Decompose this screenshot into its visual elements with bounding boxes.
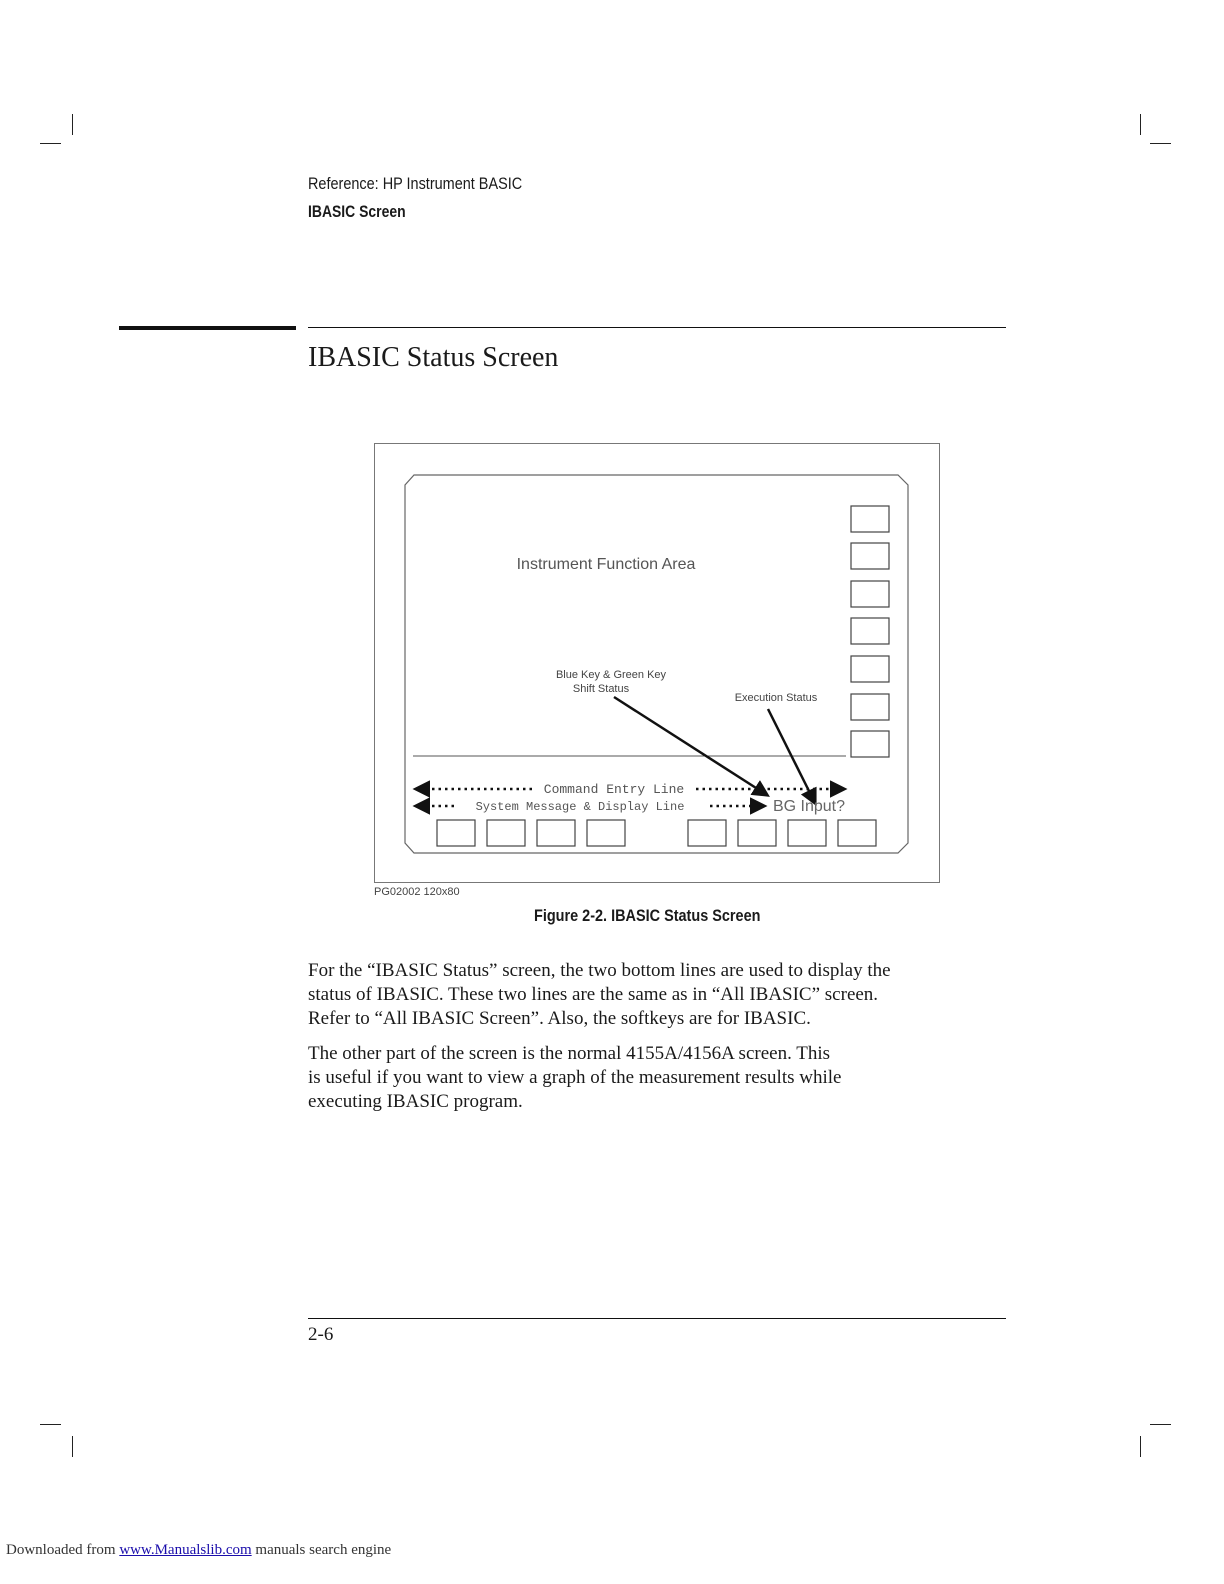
bottom-softkey <box>838 820 876 846</box>
system-message-line-label: System Message & Display Line <box>475 800 685 814</box>
bg-input-label: BG Input? <box>772 798 846 815</box>
paragraph-line: executing IBASIC program. <box>308 1091 523 1112</box>
bottom-softkey <box>437 820 475 846</box>
bottom-softkey-row <box>437 820 876 846</box>
right-softkey <box>851 581 889 607</box>
section-rule-thick <box>119 326 296 330</box>
right-softkey <box>851 618 889 644</box>
paragraph-line: For the “IBASIC Status” screen, the two bottom lines are used to display the <box>308 960 891 981</box>
paragraph-line: status of IBASIC. These two lines are the same as in “All IBASIC” screen. <box>308 984 879 1005</box>
crop-mark <box>72 1436 73 1457</box>
right-softkey <box>851 731 889 757</box>
crop-mark <box>40 1424 61 1425</box>
crop-mark <box>1150 1424 1171 1425</box>
right-softkey <box>851 694 889 720</box>
bottom-softkey <box>537 820 575 846</box>
manualslib-link[interactable]: www.Manualslib.com <box>119 1542 252 1558</box>
bottom-softkey <box>487 820 525 846</box>
crop-mark <box>40 143 61 144</box>
crop-mark <box>1140 1436 1141 1457</box>
instrument-function-area-label: Instrument Function Area <box>516 556 696 573</box>
right-softkey <box>851 656 889 682</box>
shift-status-label: Blue Key & Green Key <box>555 669 667 681</box>
body-paragraph <box>308 1042 1008 1114</box>
footer-prefix: Downloaded from <box>6 1542 116 1558</box>
page-number: 2-6 <box>308 1324 334 1345</box>
crop-mark <box>72 114 73 135</box>
bottom-softkey <box>587 820 625 846</box>
figure-frame <box>375 444 940 883</box>
right-softkey <box>851 506 889 532</box>
figure-caption: Figure 2-2. IBASIC Status Screen <box>534 906 761 925</box>
shift-status-label: Shift Status <box>572 683 630 695</box>
section-rule-thin <box>308 327 1006 328</box>
bottom-softkey <box>688 820 726 846</box>
figure-id: PG02002 120x80 <box>374 886 460 898</box>
running-header-breadcrumb: Reference: HP Instrument BASIC <box>308 174 523 193</box>
right-softkey-column <box>851 506 889 757</box>
execution-status-label: Execution Status <box>734 692 818 704</box>
running-header-section: IBASIC Screen <box>308 202 406 221</box>
section-title: IBASIC Status Screen <box>308 342 559 373</box>
crop-mark <box>1140 114 1141 135</box>
body-paragraph <box>308 959 1008 1031</box>
bottom-softkey <box>788 820 826 846</box>
shift-status-pointer <box>614 697 767 795</box>
bottom-softkey <box>738 820 776 846</box>
footer-rule <box>308 1318 1006 1319</box>
paragraph-line: is useful if you want to view a graph of the measurement results while <box>308 1067 842 1088</box>
command-entry-line-label: Command Entry Line <box>543 782 685 797</box>
ibasic-status-screen-figure <box>374 443 940 883</box>
paragraph-line: Refer to “All IBASIC Screen”. Also, the softkeys are for IBASIC. <box>308 1008 811 1029</box>
download-footer <box>6 1542 391 1559</box>
right-softkey <box>851 543 889 569</box>
crop-mark <box>1150 143 1171 144</box>
footer-suffix: manuals search engine <box>255 1542 392 1558</box>
paragraph-line: The other part of the screen is the normal 4155A/4156A screen. This <box>308 1043 831 1064</box>
